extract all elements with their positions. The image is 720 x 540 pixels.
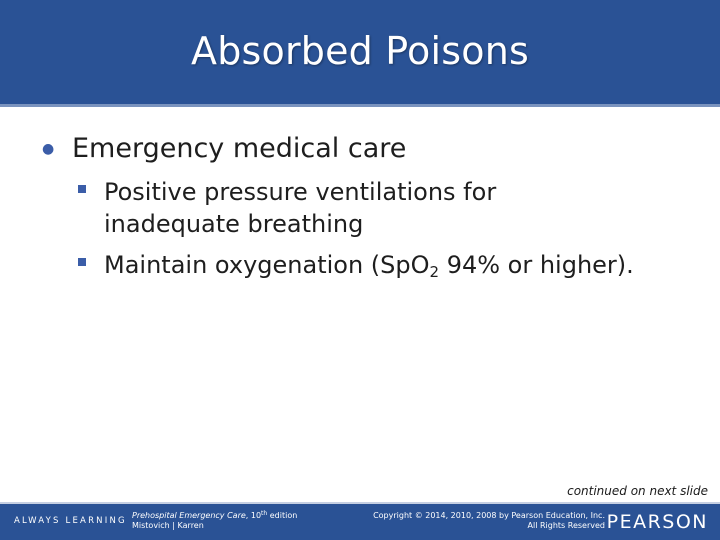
subbullet-oxygenation	[78, 249, 638, 281]
authors: Mistovich | Karren	[132, 521, 204, 530]
subbullet-text: Positive pressure ventilations for inadequate breathing	[104, 178, 497, 238]
continued-note: continued on next slide	[567, 484, 708, 498]
bullet-dot-icon: ●	[42, 141, 55, 157]
text-before-subscript: Maintain oxygenation (SpO	[104, 251, 430, 279]
subbullet-ventilations	[78, 176, 638, 240]
copyright	[373, 511, 605, 531]
text-after-subscript: 94% or higher).	[439, 251, 634, 279]
copyright-line-2: All Rights Reserved	[527, 521, 605, 530]
book-title-line	[132, 511, 297, 521]
bullet-text: Emergency medical care	[72, 133, 407, 164]
book-credit	[132, 511, 297, 531]
subbullet-text	[104, 249, 638, 281]
square-bullet-icon	[78, 185, 86, 193]
pearson-logo: PEARSON	[606, 511, 708, 533]
always-learning-label: ALWAYS LEARNING	[14, 516, 127, 526]
edition-sup: th	[261, 510, 268, 517]
title-bar	[0, 0, 720, 107]
edition-suffix: edition	[267, 511, 298, 520]
subscript-2: 2	[429, 263, 440, 281]
slide-title: Absorbed Poisons	[191, 28, 529, 73]
book-title: Prehospital Emergency Care	[132, 511, 246, 520]
square-bullet-icon	[78, 258, 86, 266]
copyright-line-1: Copyright © 2014, 2010, 2008 by Pearson Education, Inc.	[373, 511, 605, 520]
edition-prefix: , 10	[245, 511, 262, 520]
footer-bar	[0, 502, 720, 540]
